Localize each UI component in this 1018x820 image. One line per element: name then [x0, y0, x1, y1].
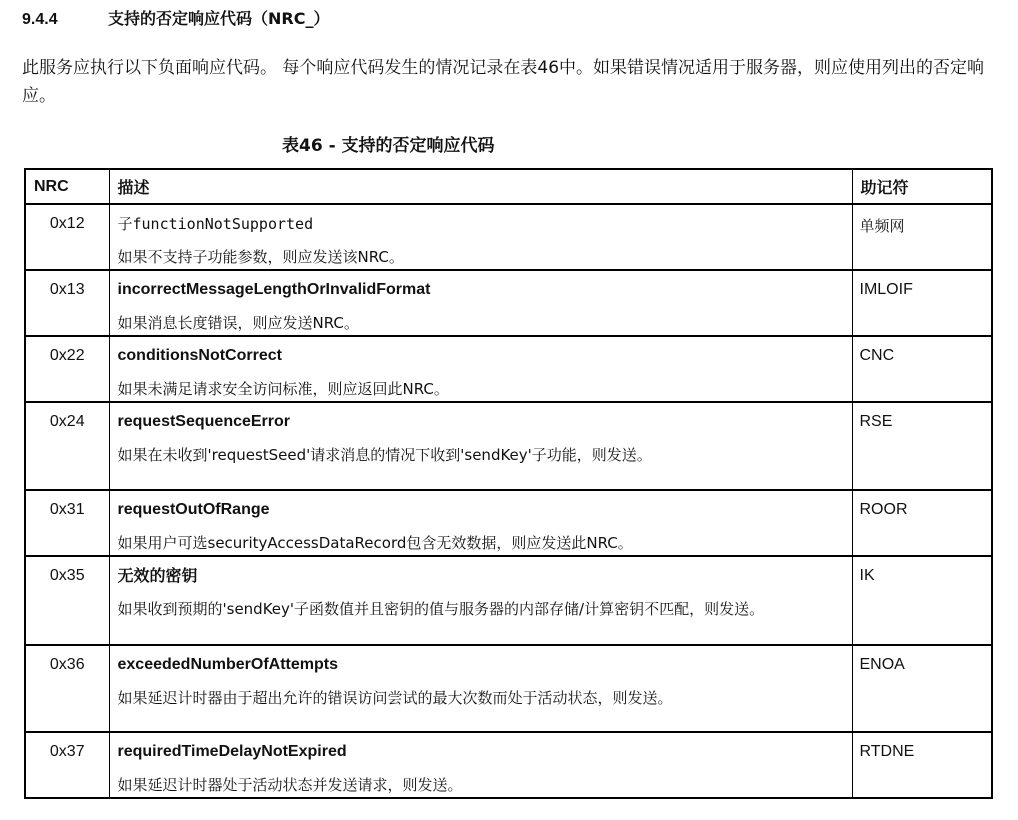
nrc-detail: 如果未满足请求安全访问标准，则应返回此NRC。 [117, 380, 449, 398]
nrc-code: 0x31 [25, 490, 109, 556]
nrc-code: 0x24 [25, 402, 109, 490]
nrc-table [24, 168, 993, 799]
section-heading [22, 6, 329, 29]
description-cell [109, 402, 852, 490]
nrc-code: 0x22 [25, 336, 109, 402]
nrc-code: 0x35 [25, 556, 109, 645]
nrc-mnemonic: 单频网 [852, 204, 992, 270]
nrc-mnemonic: RTDNE [852, 732, 992, 798]
nrc-code: 0x36 [25, 645, 109, 732]
intro-paragraph: 此服务应执行以下负面响应代码。 每个响应代码发生的情况记录在表46中。如果错误情况适用于服务器，则应使用列出的否定响应。 [22, 58, 985, 106]
section-number: 9.4.4 [22, 11, 58, 28]
nrc-detail: 如果不支持子功能参数，则应发送该NRC。 [117, 248, 404, 266]
nrc-detail: 如果用户可选securityAccessDataRecord包含无效数据，则应发送此NRC。 [117, 534, 633, 552]
header-mnemonic: 助记符 [852, 169, 992, 204]
nrc-detail: 如果延迟计时器处于活动状态并发送请求，则发送。 [117, 776, 463, 794]
description-cell [109, 204, 852, 270]
table-row [25, 490, 992, 556]
nrc-title: incorrectMessageLengthOrInvalidFormat [117, 281, 431, 298]
table-caption: 表46 - 支持的否定响应代码 [282, 136, 495, 156]
nrc-code: 0x37 [25, 732, 109, 798]
nrc-title: exceededNumberOfAttempts [117, 656, 338, 673]
header-nrc: NRC [25, 169, 109, 204]
nrc-mnemonic: RSE [852, 402, 992, 490]
table-row [25, 556, 992, 645]
nrc-code: 0x13 [25, 270, 109, 336]
nrc-code: 0x12 [25, 204, 109, 270]
nrc-mnemonic: ROOR [852, 490, 992, 556]
section-title: 支持的否定响应代码（NRC_） [108, 9, 330, 28]
table-header-row [25, 169, 992, 204]
table-row [25, 336, 992, 402]
nrc-detail: 如果消息长度错误，则应发送NRC。 [117, 314, 359, 332]
description-cell [109, 490, 852, 556]
nrc-title: 无效的密钥 [117, 566, 198, 585]
description-cell [109, 556, 852, 645]
nrc-detail: 如果收到预期的'sendKey'子函数值并且密钥的值与服务器的内部存储/计算密钥不匹配，则发送。 [117, 600, 765, 618]
nrc-detail: 如果在未收到'requestSeed'请求消息的情况下收到'sendKey'子功能，则发送。 [117, 446, 652, 464]
nrc-title: requiredTimeDelayNotExpired [117, 743, 347, 760]
description-cell [109, 270, 852, 336]
nrc-title: requestSequenceError [117, 413, 291, 430]
table-row [25, 204, 992, 270]
description-cell [109, 732, 852, 798]
header-description: 描述 [109, 169, 852, 204]
nrc-mnemonic: IMLOIF [852, 270, 992, 336]
table-row [25, 732, 992, 798]
nrc-title: requestOutOfRange [117, 501, 270, 518]
nrc-detail: 如果延迟计时器由于超出允许的错误访问尝试的最大次数而处于活动状态，则发送。 [117, 689, 673, 707]
nrc-mnemonic: CNC [852, 336, 992, 402]
table-row [25, 402, 992, 490]
nrc-title: 子functionNotSupported [117, 215, 314, 233]
description-cell [109, 336, 852, 402]
nrc-title: conditionsNotCorrect [117, 347, 282, 364]
table-row [25, 270, 992, 336]
description-cell [109, 645, 852, 732]
nrc-mnemonic: IK [852, 556, 992, 645]
table-row [25, 645, 992, 732]
nrc-mnemonic: ENOA [852, 645, 992, 732]
